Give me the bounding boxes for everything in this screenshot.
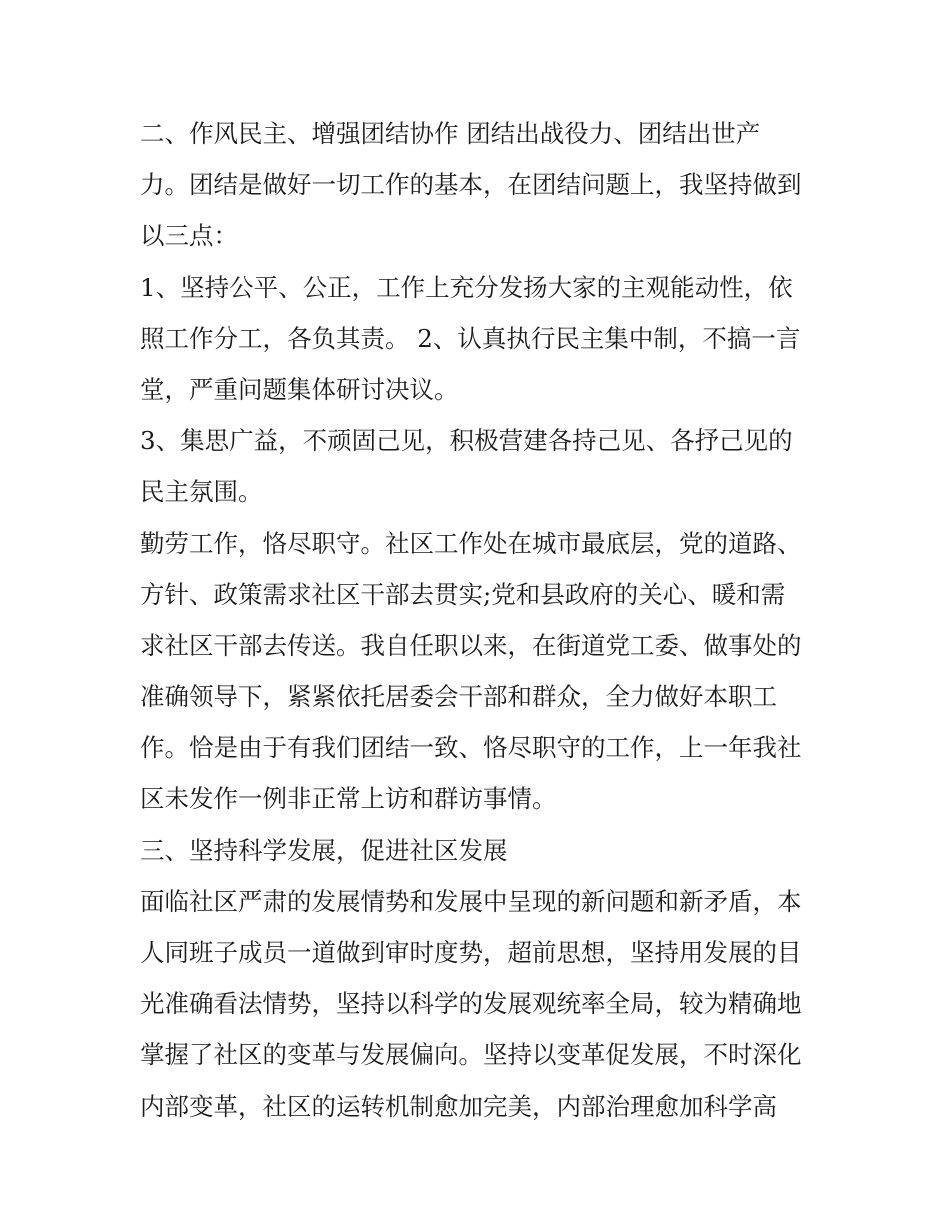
text-line: 民主氛围。	[140, 477, 263, 507]
text-line: 面临社区严肃的发展情势和发展中呈现的新问题和新矛盾，本	[140, 886, 802, 916]
text-line: 光准确看法情势，坚持以科学的发展观统率全局，较为精确地	[140, 989, 802, 1019]
text-line: 方针、政策需求社区干部去贯实;党和县政府的关心、暖和需	[140, 579, 786, 609]
text-line: 作。恰是由于有我们团结一致、恪尽职守的工作，上一年我社	[140, 733, 802, 763]
text-line: 照工作分工，各负其责。 2、认真执行民主集中制，不搞一言	[140, 323, 801, 353]
text-line: 力。团结是做好一切工作的基本，在团结问题上，我坚持做到	[140, 170, 802, 200]
section-heading: 三、坚持科学发展，促进社区发展	[140, 835, 508, 865]
text-line: 求社区干部去传送。我自任职以来，在街道党工委、做事处的	[140, 630, 802, 660]
text-line: 内部变革，社区的运转机制愈加完美，内部治理愈加科学高	[140, 1091, 777, 1121]
text-line: 3、集思广益，不顽固己见，积极营建各持己见、各抒己见的	[140, 426, 793, 456]
text-line: 勤劳工作，恪尽职守。社区工作处在城市最底层，党的道路、	[140, 528, 802, 558]
text-line: 堂，严重问题集体研讨决议。	[140, 374, 459, 404]
text-line: 1、坚持公平、公正，工作上充分发扬大家的主观能动性，依	[140, 272, 793, 302]
text-line: 区未发作一例非正常上访和群访事情。	[140, 784, 557, 814]
body-text	[140, 108, 820, 1132]
text-line: 掌握了社区的变革与发展偏向。坚持以变革促发展，不时深化	[140, 1040, 802, 1070]
text-line: 以三点：	[140, 221, 238, 251]
text-line: 二、作风民主、增强团结协作 团结出战役力、团结出世产	[140, 119, 761, 148]
text-line: 准确领导下，紧紧依托居委会干部和群众，全力做好本职工	[140, 682, 777, 712]
text-line: 人同班子成员一道做到审时度势，超前思想，坚持用发展的目	[140, 938, 802, 967]
